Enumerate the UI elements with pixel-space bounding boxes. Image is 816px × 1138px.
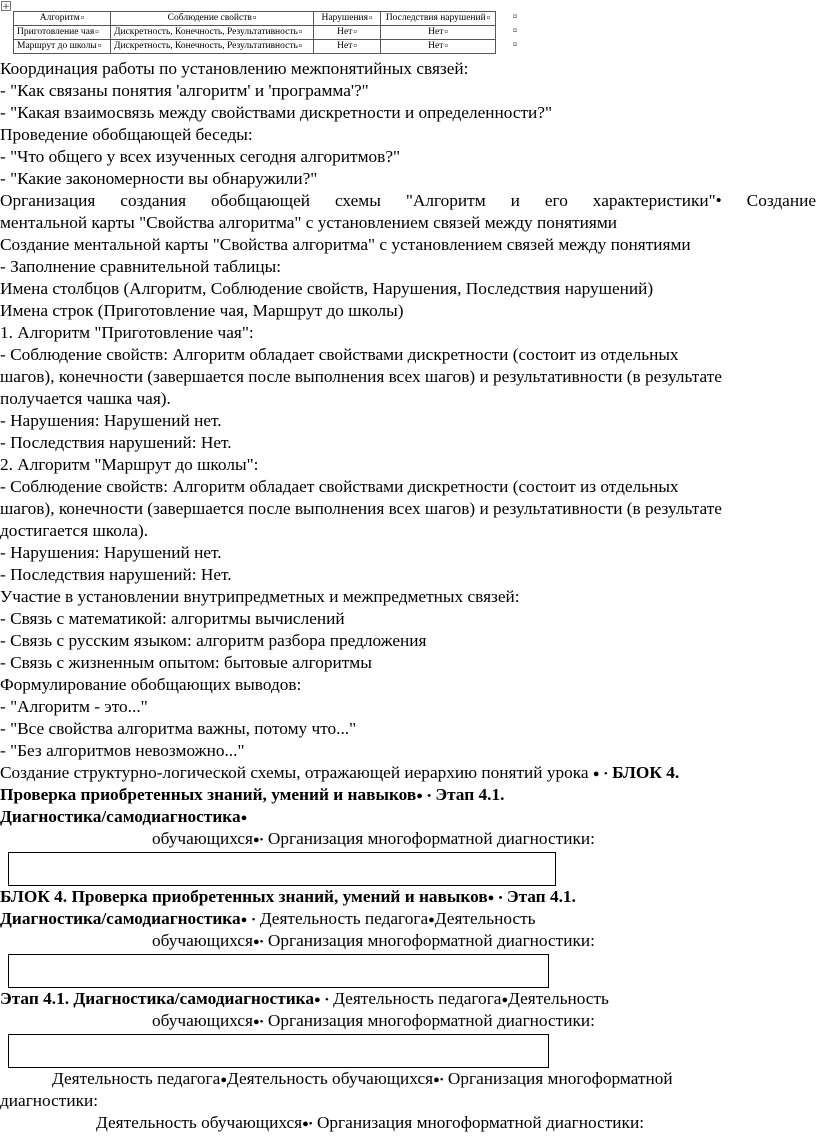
paragraph-line: - Нарушения: Нарушений нет. bbox=[0, 543, 222, 562]
paragraph-line: - Нарушения: Нарушений нет. bbox=[0, 411, 222, 430]
header-properties: Соблюдение свойств bbox=[167, 13, 252, 24]
table-cell bbox=[314, 26, 381, 40]
table-cell bbox=[111, 40, 314, 54]
cell-text: Нет bbox=[337, 41, 353, 52]
cell-end-mark: ¤ bbox=[95, 28, 99, 37]
cell-text: Дискретность, Конечность, Результативность bbox=[114, 41, 298, 52]
paragraph-line: - Связь с русским языком: алгоритм разбора предложения bbox=[0, 631, 427, 650]
paragraph-line: - "Как связаны понятия 'алгоритм' и 'программа'?" bbox=[0, 81, 369, 100]
paragraph-text: Организация многоформатной диагностики: bbox=[267, 931, 595, 950]
bullet-icon: • bbox=[259, 1016, 264, 1029]
bullet-icon: ● bbox=[592, 768, 600, 781]
paragraph-line: Создание ментальной карты "Свойства алгоритма" с установлением связей между понятиями bbox=[0, 235, 691, 254]
bullet-icon: • bbox=[427, 790, 432, 803]
table-cell bbox=[111, 26, 314, 40]
paragraph-line: Организация создания обобщающей схемы "Алгоритм и его характеристики"• Создание bbox=[0, 191, 816, 210]
block-heading-text: Проверка приобретенных знаний, умений и навыков bbox=[0, 785, 417, 804]
header-algorithm: Алгоритм bbox=[39, 13, 80, 24]
paragraph-line: получается чашка чая). bbox=[0, 389, 171, 408]
paragraph-line: - Связь с жизненным опытом: бытовые алгоритмы bbox=[0, 653, 372, 672]
paragraph-line: - Последствия нарушений: Нет. bbox=[0, 565, 232, 584]
bullet-icon: • bbox=[498, 892, 503, 905]
paragraph-text: Создание структурно-логической схемы, отражающей иерархию понятий урока bbox=[0, 763, 589, 782]
stage-title: Диагностика/самодиагностика bbox=[0, 807, 241, 826]
paragraph-line: Проведение обобщающей беседы: bbox=[0, 125, 253, 144]
cell-end-mark: ¤ bbox=[353, 42, 357, 51]
stage-title: Диагностика/самодиагностика bbox=[0, 909, 241, 928]
paragraph-line bbox=[152, 828, 595, 851]
paragraph-line: ментальной карты "Свойства алгоритма" с установлением связей между понятиями bbox=[0, 213, 618, 232]
table-header-cell bbox=[381, 12, 496, 26]
block-heading bbox=[0, 806, 247, 829]
bullet-icon: ● bbox=[220, 1074, 227, 1087]
table-header-row bbox=[14, 12, 496, 26]
paragraph-line: Формулирование обобщающих выводов: bbox=[0, 675, 302, 694]
table-header-cell bbox=[14, 12, 111, 26]
bullet-icon: • bbox=[259, 936, 264, 949]
paragraph-line: Имена строк (Приготовление чая, Маршрут до школы) bbox=[0, 301, 404, 320]
paragraph-line: Участие в установлении внутрипредметных и межпредметных связей: bbox=[0, 587, 520, 606]
table-row bbox=[14, 26, 496, 40]
cell-end-mark: ¤ bbox=[486, 14, 491, 23]
paragraph-line bbox=[152, 930, 595, 953]
paragraph-text: обучающихся bbox=[152, 1011, 254, 1030]
paragraph-line bbox=[52, 1068, 673, 1091]
paragraph-text: обучающихся bbox=[152, 829, 254, 848]
table-move-handle-icon[interactable]: + bbox=[2, 2, 10, 12]
bullet-icon: • bbox=[324, 994, 329, 1007]
paragraph-line: - "Какие закономерности вы обнаружили?" bbox=[0, 169, 318, 188]
row-end-mark: ¤ bbox=[513, 26, 517, 35]
empty-text-box[interactable] bbox=[8, 954, 549, 988]
cell-end-mark: ¤ bbox=[298, 42, 303, 51]
paragraph-line: диагностики: bbox=[0, 1091, 99, 1110]
paragraph-line: Координация работы по установлению межпонятийных связей: bbox=[0, 59, 469, 78]
table-header-cell bbox=[314, 12, 381, 26]
paragraph-text: Организация многоформатной диагностики: bbox=[316, 1113, 644, 1132]
paragraph-line: - "Какая взаимосвязь между свойствами дискретности и определенности?" bbox=[0, 103, 553, 122]
paragraph-line: Имена столбцов (Алгоритм, Соблюдение свойств, Нарушения, Последствия нарушений) bbox=[0, 279, 654, 298]
bullet-icon: ● bbox=[313, 994, 321, 1007]
paragraph-text: Деятельность педагога bbox=[333, 989, 502, 1008]
cell-end-mark: ¤ bbox=[444, 42, 448, 51]
paragraph-line: шагов), конечности (завершается после выполнения всех шагов) и результативности (в результате bbox=[0, 499, 722, 518]
paragraph-text: Организация многоформатной диагностики: bbox=[267, 1011, 595, 1030]
table-cell bbox=[14, 40, 111, 54]
bullet-icon: ● bbox=[501, 994, 509, 1007]
paragraph-text: Деятельность педагога bbox=[259, 909, 429, 928]
block-heading bbox=[0, 886, 576, 909]
paragraph-text: обучающихся bbox=[152, 931, 254, 950]
row-end-mark: ¤ bbox=[513, 12, 517, 21]
paragraph-line: достигается школа). bbox=[0, 521, 149, 540]
bullet-icon: • bbox=[308, 1118, 313, 1131]
paragraph-line: - Соблюдение свойств: Алгоритм обладает свойствами дискретности (состоит из отдельных bbox=[0, 477, 679, 496]
paragraph-line: - Соблюдение свойств: Алгоритм обладает свойствами дискретности (состоит из отдельных bbox=[0, 345, 679, 364]
block-heading-text: БЛОК 4. Проверка приобретенных знаний, умений и навыков bbox=[0, 887, 488, 906]
bullet-icon: • bbox=[251, 914, 256, 927]
empty-text-box[interactable] bbox=[8, 1034, 549, 1068]
bullet-icon: ● bbox=[253, 834, 260, 847]
paragraph-line bbox=[96, 1112, 644, 1135]
bullet-icon: ● bbox=[487, 892, 495, 905]
cell-text: Нет bbox=[428, 41, 444, 52]
paragraph-text: Деятельность обучающихся bbox=[96, 1113, 303, 1132]
list-item-heading: 2. Алгоритм "Маршрут до школы": bbox=[0, 455, 259, 474]
paragraph-line bbox=[152, 1010, 595, 1033]
row-end-mark: ¤ bbox=[513, 40, 517, 49]
empty-text-box[interactable] bbox=[8, 852, 556, 886]
paragraph-text: Организация многоформатной диагностики: bbox=[267, 829, 595, 848]
bullet-icon: ● bbox=[253, 936, 260, 949]
paragraph-line bbox=[0, 762, 679, 785]
cell-text: Нет bbox=[428, 27, 444, 38]
comparison-table bbox=[13, 11, 496, 54]
paragraph-line: шагов), конечности (завершается после выполнения всех шагов) и результативности (в результате bbox=[0, 367, 722, 386]
paragraph-text: Деятельность bbox=[508, 989, 609, 1008]
cell-end-mark: ¤ bbox=[369, 14, 373, 23]
bullet-icon: ● bbox=[240, 812, 248, 825]
paragraph-line: - "Что общего у всех изученных сегодня алгоритмов?" bbox=[0, 147, 401, 166]
bullet-icon: ● bbox=[302, 1118, 309, 1131]
cell-end-mark: ¤ bbox=[252, 14, 257, 23]
cell-text: Дискретность, Конечность, Результативность bbox=[114, 27, 298, 38]
bullet-icon: • bbox=[603, 768, 608, 781]
block-heading bbox=[0, 784, 504, 807]
bullet-icon: ● bbox=[416, 790, 423, 803]
paragraph-line: - Связь с математикой: алгоритмы вычислений bbox=[0, 609, 345, 628]
paragraph-line: - "Без алгоритмов невозможно..." bbox=[0, 741, 245, 760]
paragraph-text: Деятельность педагога bbox=[52, 1069, 221, 1088]
cell-text: Маршрут до школы bbox=[17, 41, 97, 52]
stage-heading: Этап 4.1. bbox=[435, 785, 505, 804]
header-violations: Нарушения bbox=[321, 13, 369, 24]
bullet-icon: ● bbox=[240, 914, 248, 927]
cell-end-mark: ¤ bbox=[353, 28, 357, 37]
paragraph-text: Организация многоформатной bbox=[447, 1069, 673, 1088]
stage-title: Этап 4.1. Диагностика/самодиагностика bbox=[0, 989, 314, 1008]
paragraph-line bbox=[0, 988, 609, 1011]
paragraph-line bbox=[0, 908, 536, 931]
paragraph-line: - "Все свойства алгоритма важны, потому что..." bbox=[0, 719, 357, 738]
list-item-heading: 1. Алгоритм "Приготовление чая": bbox=[0, 323, 254, 342]
paragraph-line: - "Алгоритм - это..." bbox=[0, 697, 148, 716]
paragraph-text: Деятельность bbox=[434, 909, 536, 928]
table-cell bbox=[14, 26, 111, 40]
block-heading: БЛОК 4. bbox=[612, 763, 680, 782]
table-cell bbox=[381, 40, 496, 54]
cell-end-mark: ¤ bbox=[298, 28, 303, 37]
cell-end-mark: ¤ bbox=[97, 42, 102, 51]
bullet-icon: ● bbox=[433, 1074, 440, 1087]
bullet-icon: • bbox=[439, 1074, 444, 1087]
table-cell bbox=[381, 26, 496, 40]
paragraph-line: - Последствия нарушений: Нет. bbox=[0, 433, 232, 452]
paragraph-line: - Заполнение сравнительной таблицы: bbox=[0, 257, 282, 276]
table-header-cell bbox=[111, 12, 314, 26]
header-consequences: Последствия нарушений bbox=[385, 13, 486, 24]
cell-end-mark: ¤ bbox=[444, 28, 448, 37]
bullet-icon: • bbox=[259, 834, 264, 847]
table-cell bbox=[314, 40, 381, 54]
bullet-icon: ● bbox=[253, 1016, 260, 1029]
paragraph-text: Деятельность обучающихся bbox=[226, 1069, 434, 1088]
cell-end-mark: ¤ bbox=[80, 14, 85, 23]
stage-heading: Этап 4.1. bbox=[506, 887, 576, 906]
table-row bbox=[14, 40, 496, 54]
cell-text: Нет bbox=[337, 27, 353, 38]
cell-text: Приготовление чая bbox=[17, 27, 95, 38]
bullet-icon: ● bbox=[428, 914, 435, 927]
